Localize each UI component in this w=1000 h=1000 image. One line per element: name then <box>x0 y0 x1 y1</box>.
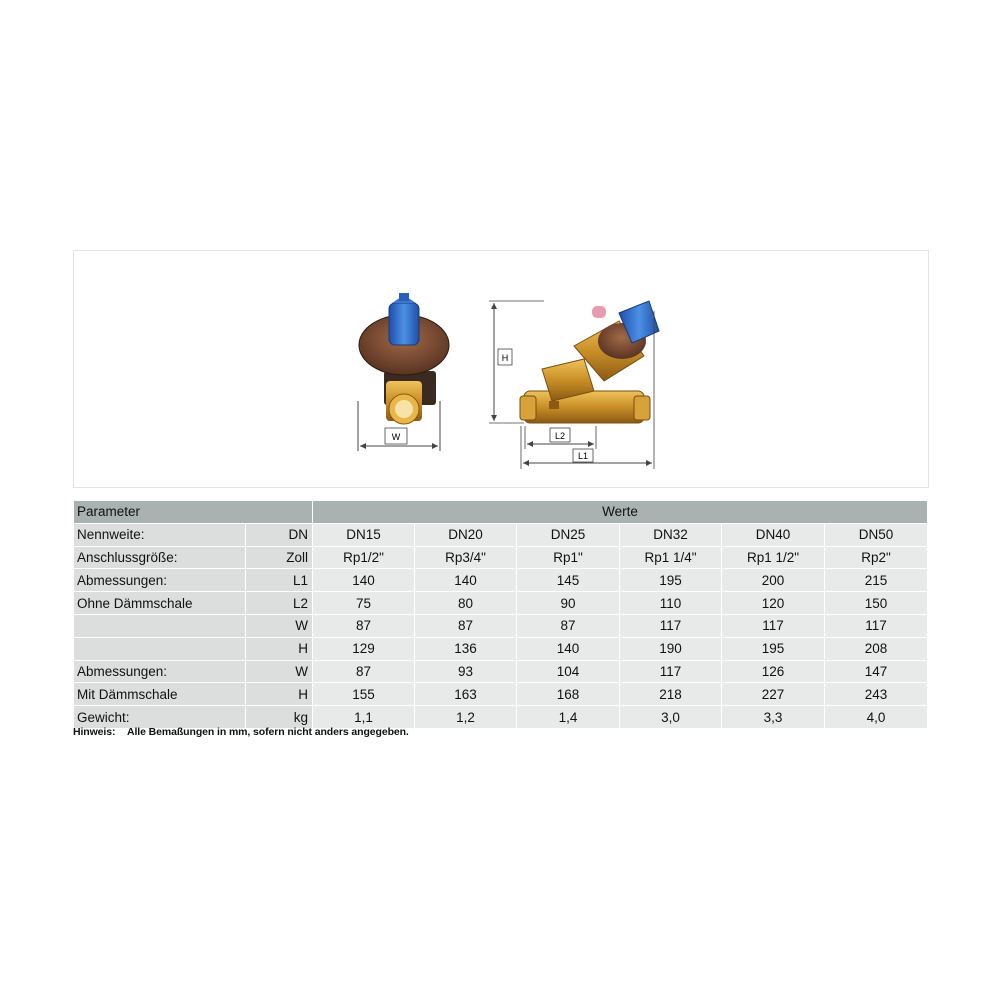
value-cell: 150 <box>825 592 928 615</box>
unit-label: H <box>246 637 313 660</box>
parameter-label: Nennweite: <box>74 523 246 546</box>
unit-label: L2 <box>246 592 313 615</box>
value-cell: 117 <box>620 614 722 637</box>
footnote <box>73 726 409 738</box>
value-cell: DN40 <box>722 523 825 546</box>
value-cell: 227 <box>722 683 825 706</box>
value-cell: DN25 <box>517 523 620 546</box>
value-cell: 155 <box>313 683 415 706</box>
value-cell: 129 <box>313 637 415 660</box>
unit-label: H <box>246 683 313 706</box>
value-cell: 87 <box>415 614 517 637</box>
table-row <box>74 660 928 683</box>
values-header: Werte <box>313 501 928 524</box>
value-cell: 195 <box>620 569 722 592</box>
value-cell: 117 <box>722 614 825 637</box>
parameter-label: Gewicht: <box>74 706 246 729</box>
parameter-label <box>74 637 246 660</box>
dimension-label-h: H <box>501 353 509 363</box>
value-cell: 117 <box>825 614 928 637</box>
value-cell: 80 <box>415 592 517 615</box>
value-cell: 140 <box>517 637 620 660</box>
table-row <box>74 683 928 706</box>
unit-label: W <box>246 660 313 683</box>
value-cell: 200 <box>722 569 825 592</box>
value-cell: 140 <box>415 569 517 592</box>
parameter-label: Abmessungen: <box>74 660 246 683</box>
unit-label: Zoll <box>246 546 313 569</box>
parameter-label: Anschlussgröße: <box>74 546 246 569</box>
value-cell: 87 <box>313 660 415 683</box>
table-row <box>74 592 928 615</box>
value-cell: 190 <box>620 637 722 660</box>
dimension-label-l2: L2 <box>554 431 566 441</box>
unit-label: W <box>246 614 313 637</box>
value-cell: Rp1/2" <box>313 546 415 569</box>
footnote-key: Hinweis: <box>73 726 116 738</box>
value-cell: 3,3 <box>722 706 825 729</box>
table-row <box>74 637 928 660</box>
value-cell: Rp3/4" <box>415 546 517 569</box>
value-cell: 87 <box>517 614 620 637</box>
value-cell: 3,0 <box>620 706 722 729</box>
value-cell: 215 <box>825 569 928 592</box>
table-row <box>74 569 928 592</box>
value-cell: Rp1" <box>517 546 620 569</box>
specification-table <box>73 500 928 729</box>
valve-side-view <box>489 301 659 469</box>
value-cell: 218 <box>620 683 722 706</box>
valve-front-view <box>358 293 449 451</box>
value-cell: 163 <box>415 683 517 706</box>
table-row <box>74 614 928 637</box>
value-cell: 90 <box>517 592 620 615</box>
value-cell: 4,0 <box>825 706 928 729</box>
unit-label: kg <box>246 706 313 729</box>
unit-label: L1 <box>246 569 313 592</box>
dimension-label-l1: L1 <box>577 451 589 461</box>
valve-drawing <box>74 251 928 487</box>
value-cell: 1,4 <box>517 706 620 729</box>
value-cell: Rp2" <box>825 546 928 569</box>
value-cell: 104 <box>517 660 620 683</box>
value-cell: 147 <box>825 660 928 683</box>
dimension-label-w: W <box>391 432 401 442</box>
value-cell: Rp1 1/2" <box>722 546 825 569</box>
value-cell: 1,1 <box>313 706 415 729</box>
value-cell: 75 <box>313 592 415 615</box>
value-cell: DN32 <box>620 523 722 546</box>
table-row <box>74 546 928 569</box>
footnote-text: Alle Bemaßungen in mm, sofern nicht anders angegeben. <box>127 726 409 738</box>
value-cell: DN50 <box>825 523 928 546</box>
value-cell: 120 <box>722 592 825 615</box>
value-cell: DN20 <box>415 523 517 546</box>
value-cell: 136 <box>415 637 517 660</box>
value-cell: 195 <box>722 637 825 660</box>
value-cell: 145 <box>517 569 620 592</box>
value-cell: 117 <box>620 660 722 683</box>
parameter-label <box>74 614 246 637</box>
table-header-row <box>74 501 928 524</box>
value-cell: 126 <box>722 660 825 683</box>
value-cell: 168 <box>517 683 620 706</box>
product-drawing-frame <box>73 250 929 488</box>
parameter-label: Mit Dämmschale <box>74 683 246 706</box>
table-body <box>74 523 928 728</box>
value-cell: Rp1 1/4" <box>620 546 722 569</box>
value-cell: 208 <box>825 637 928 660</box>
value-cell: DN15 <box>313 523 415 546</box>
value-cell: 140 <box>313 569 415 592</box>
parameter-label: Abmessungen: <box>74 569 246 592</box>
table-row <box>74 523 928 546</box>
value-cell: 243 <box>825 683 928 706</box>
value-cell: 93 <box>415 660 517 683</box>
parameter-header: Parameter <box>74 501 313 524</box>
parameter-label: Ohne Dämmschale <box>74 592 246 615</box>
value-cell: 1,2 <box>415 706 517 729</box>
value-cell: 87 <box>313 614 415 637</box>
unit-label: DN <box>246 523 313 546</box>
value-cell: 110 <box>620 592 722 615</box>
